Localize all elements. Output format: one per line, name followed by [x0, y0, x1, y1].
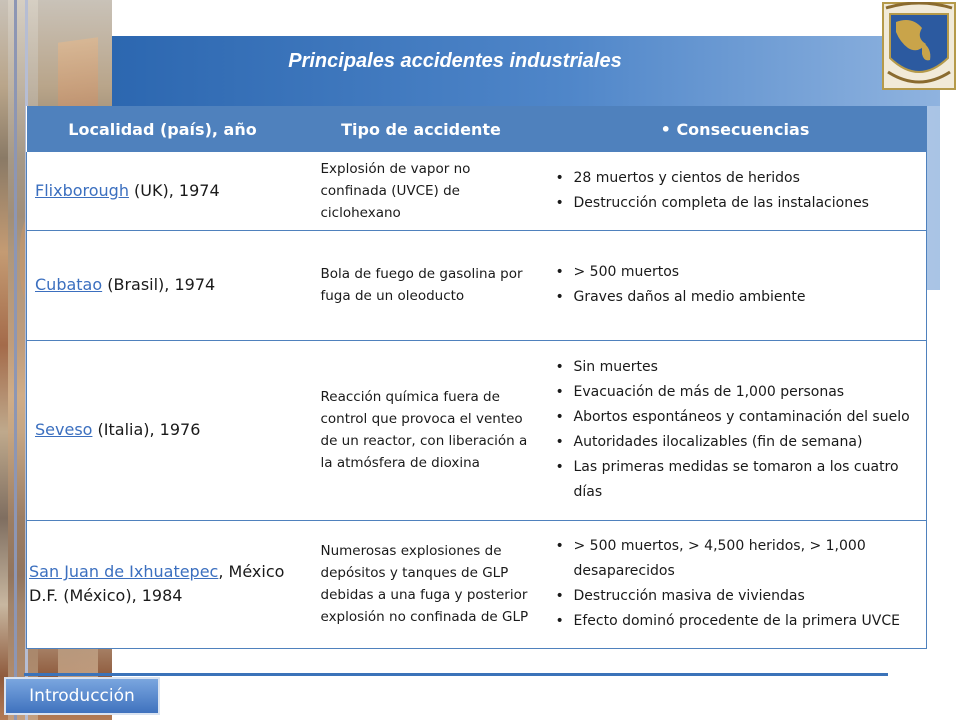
type-cell: Numerosas explosiones de depósitos y tanques de GLP debidas a una fuga y posterior explosión no confinada de GLP: [299, 520, 544, 648]
table-row: [27, 152, 927, 230]
type-cell: Reacción química fuera de control que provoca el venteo de un reactor, con liberación a la atmósfera de dioxina: [299, 340, 544, 520]
list-item: • Sin muertes: [554, 355, 927, 380]
location-cell: San Juan de Ixhuatepec, México D.F. (México), 1984: [27, 520, 299, 648]
list-item: • Las primeras medidas se tomaron a los cuatro días: [554, 455, 927, 505]
location-cell: Flixborough (UK), 1974: [27, 152, 299, 230]
table-header-row: [27, 106, 927, 152]
list-item: • Graves daños al medio ambiente: [554, 285, 927, 310]
list-item: • Efecto dominó procedente de la primera UVCE: [554, 609, 927, 634]
location-link[interactable]: Seveso: [35, 420, 93, 439]
list-item: • Abortos espontáneos y contaminación del suelo: [554, 405, 927, 430]
university-seal-icon: [882, 2, 956, 90]
header-location: Localidad (país), año: [27, 106, 299, 152]
consequences-cell: [544, 520, 927, 648]
list-item: • Destrucción masiva de viviendas: [554, 584, 927, 609]
footer-divider: [24, 673, 888, 676]
location-link[interactable]: Flixborough: [35, 180, 129, 200]
header-type: Tipo de accidente: [299, 106, 544, 152]
location-link[interactable]: Cubatao: [35, 275, 103, 294]
list-item: • Autoridades ilocalizables (fin de semana): [554, 430, 927, 455]
consequences-cell: [544, 152, 927, 230]
location-cell: Seveso (Italia), 1976: [27, 340, 299, 520]
consequences-cell: [544, 340, 927, 520]
list-item: • > 500 muertos, > 4,500 heridos, > 1,000 desaparecidos: [554, 534, 927, 584]
type-cell: Bola de fuego de gasolina por fuga de un oleoducto: [299, 230, 544, 340]
table-row: [27, 230, 927, 340]
list-item: • 28 muertos y cientos de heridos: [554, 166, 927, 191]
list-item: • Evacuación de más de 1,000 personas: [554, 380, 927, 405]
table-row: [27, 520, 927, 648]
table-row: [27, 340, 927, 520]
list-item: • Destrucción completa de las instalaciones: [554, 191, 927, 216]
location-cell: Cubatao (Brasil), 1974: [27, 230, 299, 340]
list-item: • > 500 muertos: [554, 260, 927, 285]
location-link[interactable]: San Juan de Ixhuatepec: [29, 562, 219, 581]
consequences-cell: [544, 230, 927, 340]
intro-nav-button[interactable]: Introducción: [4, 677, 160, 715]
slide-title: Principales accidentes industriales: [288, 50, 622, 72]
accidents-table: [26, 106, 926, 649]
header-consequences: • Consecuencias: [544, 106, 927, 152]
type-cell: Explosión de vapor no confinada (UVCE) de ciclohexano: [299, 152, 544, 230]
